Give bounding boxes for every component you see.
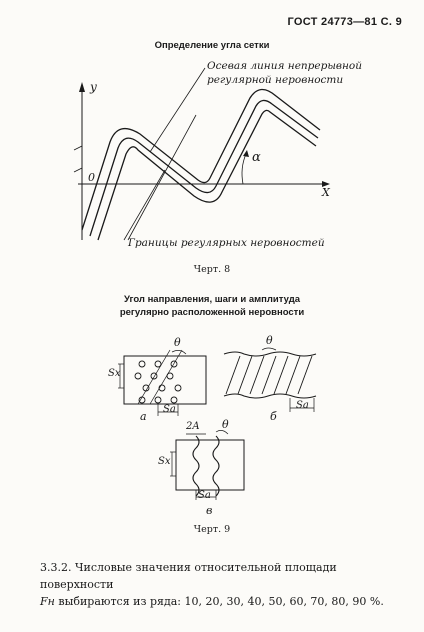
fig9a-sx-label: Sx [108,368,121,379]
fig9-caption: Черт. 9 [193,524,231,535]
section-title-net-angle: Определение угла сетки [154,40,270,51]
fig9v-sa-label: Sa [198,490,211,501]
paragraph-symbol: Fн [40,595,55,608]
fig8-x-label: X [322,186,330,199]
fig9b-panel-label: б [270,410,277,423]
fig9a-theta-label: θ [174,336,181,349]
fig9b-theta-label: θ [266,334,273,347]
fig9v-panel-label: в [206,504,213,517]
fig8-axial-line-label-2: регулярной неровности [207,74,344,86]
fig8-origin-label: 0 [88,171,95,184]
fig8-boundaries-label: Границы регулярных неровностей [128,237,325,249]
paragraph-3-3-2 [40,559,400,610]
paragraph-text-2: выбираются из ряда: 10, 20, 30, 40, 50, 60, 70, 80, 90 %. [58,595,384,608]
fig9v-theta-label: θ [222,418,229,431]
fig8-caption: Черт. 8 [193,264,231,275]
paragraph-number: 3.3.2. [40,561,72,574]
fig8-y-label: y [90,80,97,94]
fig8-alpha-label: α [252,150,261,165]
section-title-direction-angle-2: регулярно расположенной неровности [119,307,305,318]
fig9a-sa-label: Sa [163,404,176,415]
page-header: ГОСТ 24773—81 С. 9 [287,16,402,28]
fig9v-sx-label: Sx [158,456,171,467]
section-title-direction-angle-1: Угол направления, шаги и амплитуда [123,294,301,305]
fig9v-2a-label: 2A [186,421,200,432]
fig9a-panel-label: a [140,410,147,423]
fig9b-sa-label: Sa [296,400,309,411]
fig8-axial-line-label: Осевая линия непрерывной [207,60,362,72]
paragraph-text-1: Числовые значения относительной площади поверхности [40,561,337,591]
